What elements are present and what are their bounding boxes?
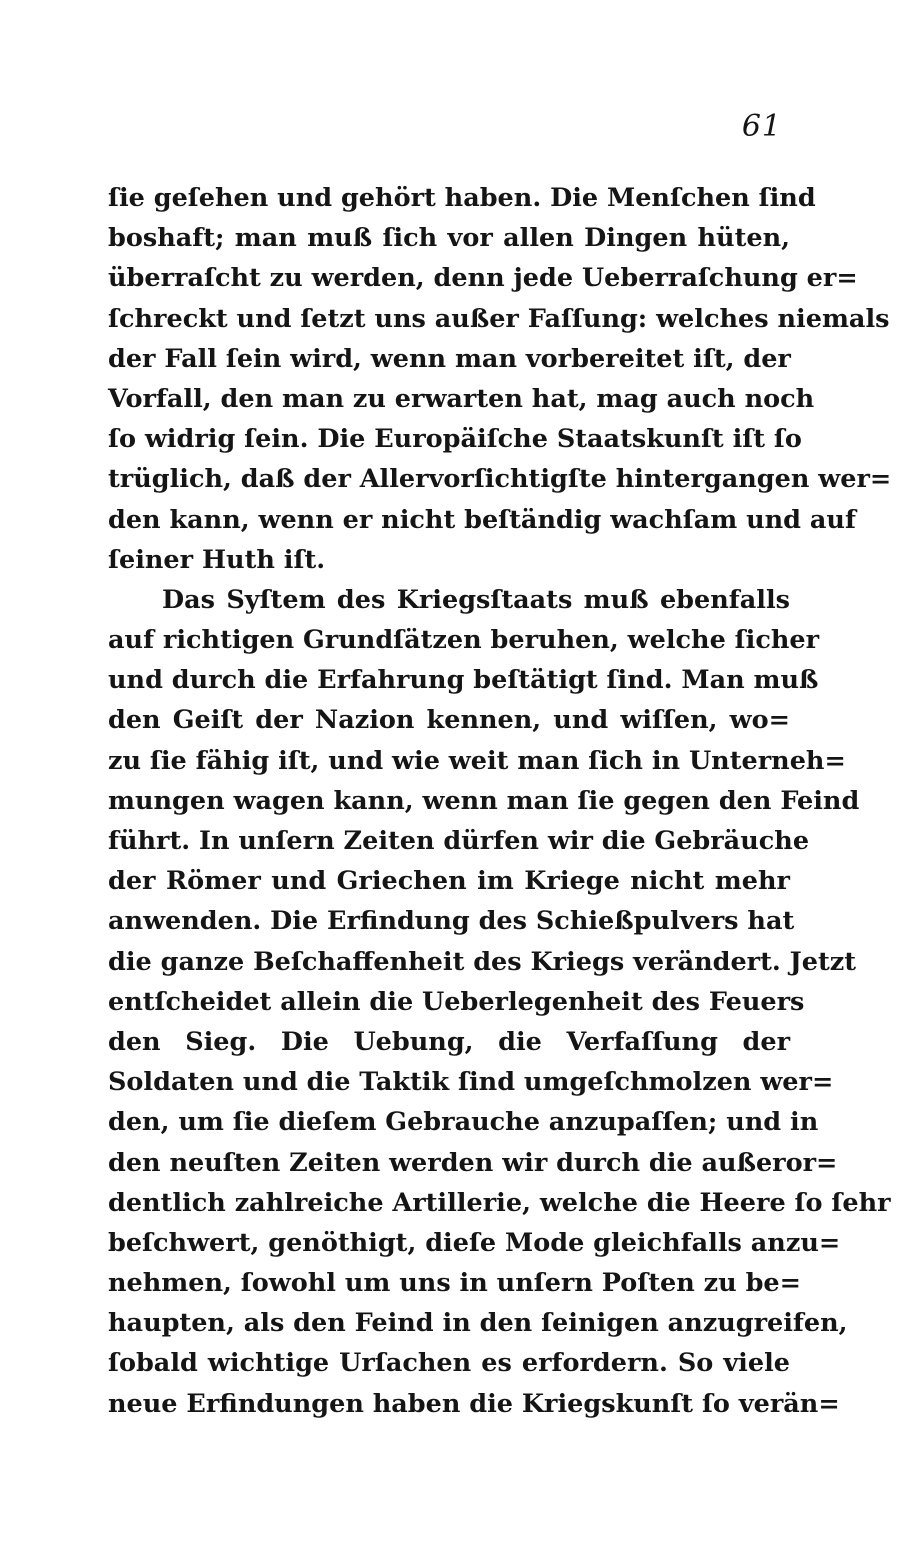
text-line: ſo widrig ſein. Die Europäiſche Staatskunſt iſt ſo (108, 424, 802, 455)
text-line: den, um ſie dieſem Gebrauche anzupaſſen; und in (108, 1107, 819, 1138)
text-line: haupten, als den Feind in den ſeinigen anzugreifen, (108, 1308, 848, 1339)
text-line: ſeiner Huth iſt. (108, 544, 326, 575)
text-line: führt. In unſern Zeiten dürfen wir die Gebräuche (108, 826, 810, 856)
text-line: auf richtigen Grundſätzen beruhen, welche ſicher (108, 625, 820, 656)
text-line: ſobald wichtige Urſachen es erfordern. So viele (108, 1348, 790, 1379)
text-line: der Fall ſein wird, wenn man vorbereitet iſt, der (108, 343, 791, 374)
text-line: mungen wagen kann, wenn man ſie gegen den Feind (108, 785, 860, 816)
text-line: Vorfall, den man zu erwarten hat, mag auch noch (108, 383, 815, 414)
text-line: den neuſten Zeiten werden wir durch die außeror= (108, 1147, 838, 1178)
text-line: ſie geſehen und gehört haben. Die Menſchen ſind (108, 183, 816, 213)
text-line: beſchwert, genöthigt, dieſe Mode gleichfalls anzu= (108, 1227, 841, 1258)
text-line: und durch die Erfahrung beſtätigt ſind. Man muß (108, 665, 819, 696)
text-line: boshaft; man muß ſich vor allen Dingen hüten, (108, 223, 790, 254)
body-text (108, 178, 892, 1424)
text-line: entſcheidet allein die Ueberlegenheit des Feuers (108, 986, 805, 1017)
text-line: die ganze Beſchaffenheit des Kriegs verändert. Jetzt (108, 946, 856, 977)
text-line: ſchreckt und ſetzt uns außer Faſſung: welches niemals (108, 303, 890, 334)
text-line: den Geiſt der Nazion kennen, und wiſſen, wo= (108, 705, 790, 736)
text-line: den Sieg. Die Uebung, die Verfaſſung der (108, 1026, 790, 1057)
text-line: Soldaten und die Taktik ſind umgeſchmolzen wer= (108, 1067, 834, 1098)
text-line: anwenden. Die Erfindung des Schießpulvers hat (108, 906, 795, 937)
text-line: zu ſie fähig iſt, und wie weit man ſich in Unterneh= (108, 745, 846, 776)
page-number: 61 (741, 109, 782, 144)
text-line: den kann, wenn er nicht beſtändig wachſam und auf (108, 504, 856, 535)
text-line: überraſcht zu werden, denn jede Ueberraſchung er= (108, 263, 858, 294)
text-line: nehmen, ſowohl um uns in unſern Poſten zu be= (108, 1268, 801, 1299)
text-line: neue Erfindungen haben die Kriegskunſt ſo verän= (108, 1388, 840, 1419)
text-line: trüglich, daß der Allervorſichtigſte hintergangen wer= (108, 464, 892, 495)
text-line: der Römer und Griechen im Kriege nicht mehr (108, 866, 790, 897)
text-line: dentlich zahlreiche Artillerie, welche die Heere ſo ſehr (108, 1187, 891, 1218)
text-line: Das Syſtem des Kriegsſtaats muß ebenfalls (162, 584, 790, 615)
